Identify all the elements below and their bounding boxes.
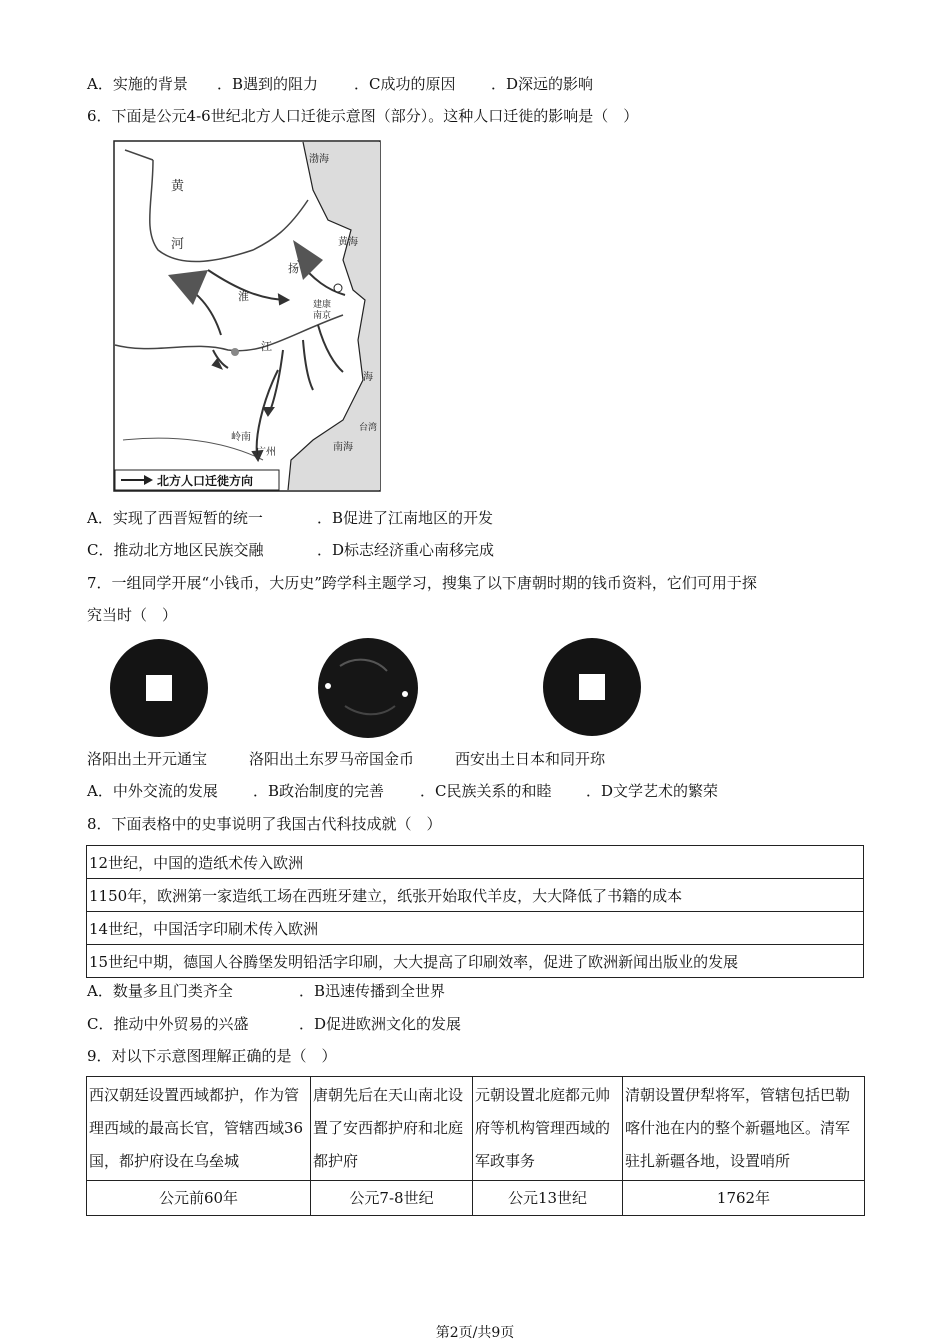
table-row [87, 846, 864, 879]
year-cell: 1762年 [623, 1181, 865, 1216]
coin-wado-kaichin [541, 637, 643, 737]
q7-option-c: ．C民族关系的和睦 [420, 782, 552, 800]
q8-option-c: C．推动中外贸易的兴盛 [87, 1015, 249, 1033]
q6-stem: 6．下面是公元4-6世纪北方人口迁徙示意图（部分）。这种人口迁徙的影响是（ ） [87, 107, 639, 125]
q5-option-a: A．实施的背景 [87, 75, 188, 93]
map-label-taiwan: 台湾 [359, 423, 378, 433]
coin-byzantine-gold [315, 636, 421, 740]
q5-option-b: ．B遇到的阻力 [217, 75, 319, 93]
coin-caption-3: 西安出土日本和同开珎 [455, 750, 606, 768]
q9-stem: 9．对以下示意图理解正确的是（ ） [87, 1047, 337, 1065]
table-cell: 1150年，欧洲第一家造纸工场在西班牙建立，纸张开始取代羊皮，大大降低了书籍的成本 [87, 879, 864, 912]
q6-option-c: C．推动北方地区民族交融 [87, 541, 264, 559]
table-cell: 唐朝先后在天山南北设置了安西都护府和北庭都护府 [311, 1077, 473, 1181]
map-label-bohai: 渤海 [309, 154, 329, 165]
q6-option-d: ．D标志经济重心南移完成 [317, 541, 495, 559]
q8-stem: 8．下面表格中的史事说明了我国古代科技成就（ ） [87, 815, 442, 833]
q5-options [87, 74, 593, 94]
year-cell: 公元7-8世纪 [311, 1181, 473, 1216]
table-cell: 西汉朝廷设置西域都护，作为管理西域的最高长官，管辖西域36国，都护府设在乌垒城 [87, 1077, 311, 1181]
q7-option-d: ．D文学艺术的繁荣 [586, 782, 719, 800]
map-label-donghai: 海 [363, 372, 373, 383]
q8-option-b: ．B迅速传播到全世界 [299, 982, 446, 1000]
coin-caption-2: 洛阳出土东罗马帝国金币 [249, 750, 415, 768]
q7-options [87, 781, 718, 801]
table-row [87, 1077, 865, 1181]
map-label-huang: 黄 [171, 179, 185, 194]
map-label-nanhai: 南海 [333, 442, 353, 453]
q5-option-d: ．D深远的影响 [491, 75, 594, 93]
q8-option-a: A．数量多且门类齐全 [87, 982, 233, 1000]
table-row [87, 1181, 865, 1216]
q6-option-a: A．实现了西晋短暂的统一 [87, 509, 263, 527]
year-cell: 公元前60年 [87, 1181, 311, 1216]
map-legend-label: 北方人口迁徙方向 [157, 474, 254, 488]
table-cell: 元朝设置北庭都元帅府等机构管理西域的军政事务 [473, 1077, 623, 1181]
q7-stem-line2: 究当时（ ） [87, 606, 178, 624]
map-label-huanghai: 黄海 [338, 237, 358, 248]
q8-table [86, 845, 864, 978]
table-cell: 12世纪，中国的造纸术传入欧洲 [87, 846, 864, 879]
table-cell: 15世纪中期，德国人谷腾堡发明铅活字印刷，大大提高了印刷效率，促进了欧洲新闻出版业的发展 [87, 945, 864, 978]
q9-timeline-table [86, 1076, 865, 1216]
q5-option-c: ．C成功的原因 [354, 75, 456, 93]
coin-kaiyuan-tongbao [108, 638, 212, 738]
table-cell: 14世纪，中国活字印刷术传入欧洲 [87, 912, 864, 945]
map-label-huai: 淮 [238, 290, 249, 303]
table-cell: 清朝设置伊犁将军，管辖包括巴勒喀什池在内的整个新疆地区。清军驻扎新疆各地，设置哨所 [623, 1077, 865, 1181]
q8-options-row2 [87, 1014, 461, 1034]
year-cell: 公元13世纪 [473, 1181, 623, 1216]
map-label-guangzhou: 广州 [256, 447, 276, 458]
q8-options-row1 [87, 981, 445, 1001]
map-label-lingnan: 岭南 [231, 432, 251, 443]
q8-option-d: ．D促进欧洲文化的发展 [299, 1015, 462, 1033]
q6-option-b: ．B促进了江南地区的开发 [317, 509, 494, 527]
q7-option-b: ．B政治制度的完善 [253, 782, 385, 800]
map-label-yang: 扬 [288, 262, 299, 275]
coin-caption-1: 洛阳出土开元通宝 [87, 750, 208, 768]
migration-map [113, 140, 381, 492]
q6-options-row2 [87, 540, 494, 560]
q7-stem-line1: 7．一组同学开展“小钱币，大历史”跨学科主题学习，搜集了以下唐朝时期的钱币资料，它们可用于探 [87, 574, 757, 592]
q7-option-a: A．中外交流的发展 [87, 782, 218, 800]
table-row [87, 912, 864, 945]
map-label-jiang: 江 [261, 340, 272, 353]
table-row [87, 945, 864, 978]
map-label-he: 河 [171, 237, 185, 252]
q6-options-row1 [87, 508, 493, 528]
map-label-nanjing: 南京 [313, 311, 332, 321]
page-footer: 第2页/共9页 [435, 1325, 515, 1341]
map-label-jiankang: 建康 [313, 300, 332, 310]
table-row [87, 879, 864, 912]
